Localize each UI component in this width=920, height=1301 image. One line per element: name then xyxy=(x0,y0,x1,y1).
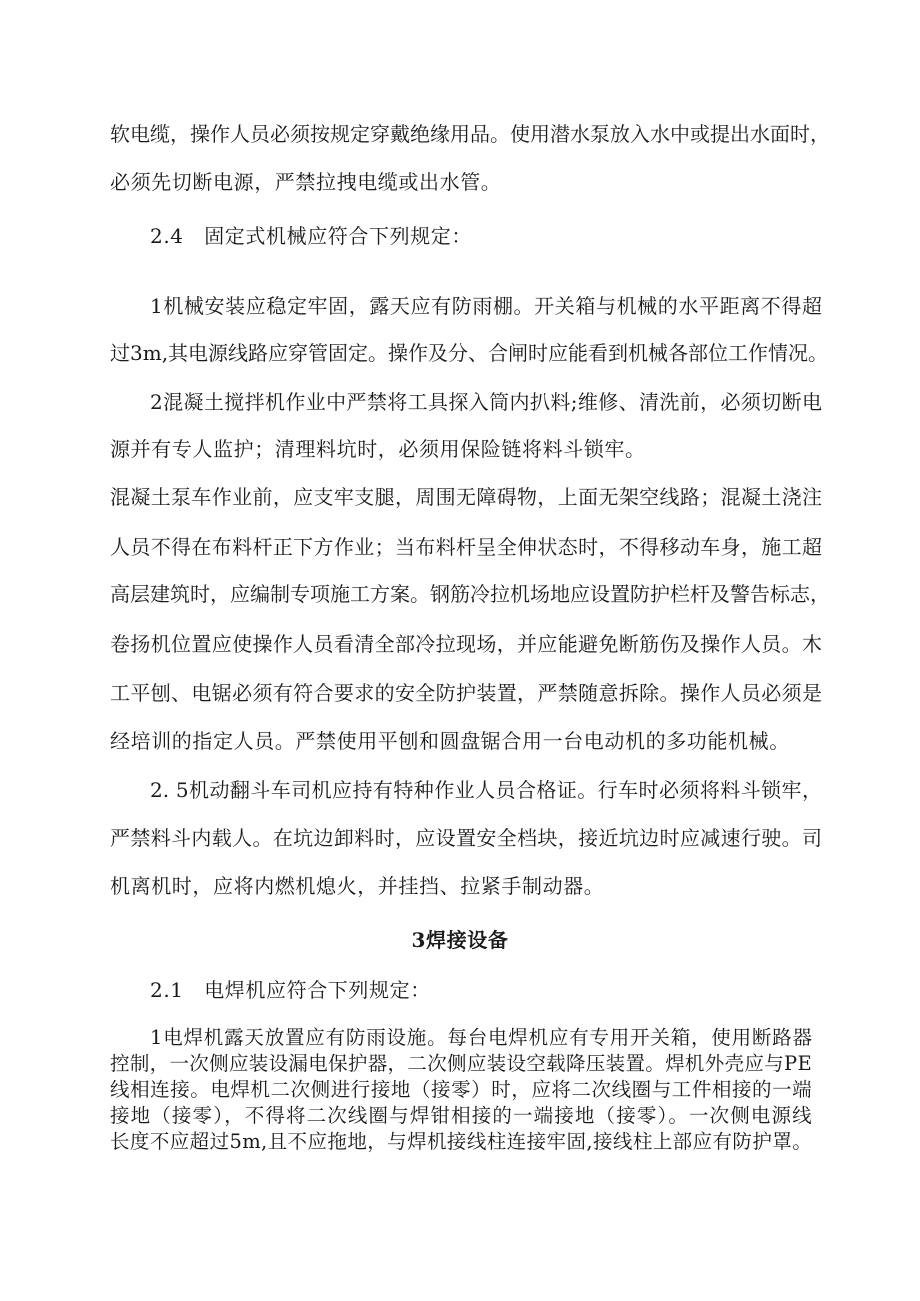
paragraph-line: 经培训的指定人员。严禁使用平刨和圆盘锯合用一台电动机的多功能机械。 xyxy=(110,729,790,753)
paragraph-line: 控制，一次侧应装设漏电保护器，二次侧应装设空载降压装置。焊机外壳应与PE xyxy=(110,1052,812,1075)
paragraph-line: 源并有专人监护；清理料坑时，必须用保险链将料斗锁牢。 xyxy=(110,437,646,461)
paragraph-line: 必须先切断电源，严禁拉拽电缆或出水管。 xyxy=(110,170,502,194)
paragraph-line: 1电焊机露天放置应有防雨设施。每台电焊机应有专用开关箱，使用断路器 xyxy=(150,1026,812,1049)
paragraph-line: 卷扬机位置应使操作人员看清全部冷拉现场，并应能避免断筋伤及操作人员。木 xyxy=(110,632,822,656)
paragraph-line: 2. 5机动翻斗车司机应持有特种作业人员合格证。行车时必须将料斗锁牢， xyxy=(150,778,822,802)
paragraph-line: 过3m,其电源线路应穿管固定。操作及分、合闸时应能看到机械各部位工作情况。 xyxy=(110,341,829,365)
section-heading-2-4: 2.4 固定式机械应符合下列规定： xyxy=(150,224,473,248)
paragraph-line: 混凝土泵车作业前，应支牢支腿，周围无障碍物，上面无架空线路；混凝土浇注 xyxy=(110,485,822,509)
paragraph-line: 严禁料斗内载人。在坑边卸料时，应设置安全档块，接近坑边时应减速行驶。司 xyxy=(110,826,822,850)
paragraph-line: 接地（接零），不得将二次线圈与焊钳相接的一端接地（接零）。一次侧电源线 xyxy=(110,1104,812,1127)
paragraph-line: 1机械安装应稳定牢固，露天应有防雨棚。开关箱与机械的水平距离不得超 xyxy=(150,294,822,318)
paragraph-line: 工平刨、电锯必须有符合要求的安全防护装置，严禁随意拆除。操作人员必须是 xyxy=(110,681,822,705)
paragraph-line: 软电缆，操作人员必须按规定穿戴绝缘用品。使用潜水泵放入水中或提出水面时， xyxy=(110,122,830,146)
paragraph-line: 2混凝土搅拌机作业中严禁将工具探入筒内扒料;维修、清洗前，必须切断电 xyxy=(150,390,822,414)
paragraph-line: 线相连接。电焊机二次侧进行接地（接零）时，应将二次线圈与工件相接的一端 xyxy=(110,1078,812,1101)
paragraph-line: 长度不应超过5m,且不应拖地，与焊机接线柱连接牢固,接线柱上部应有防护罩。 xyxy=(110,1130,812,1153)
section-heading-2-1: 2.1 电焊机应符合下列规定： xyxy=(150,978,431,1002)
paragraph-line: 机离机时，应将内燃机熄火，并挂挡、拉紧手制动器。 xyxy=(110,874,605,898)
paragraph-line: 高层建筑时，应编制专项施工方案。钢筋冷拉机场地应设置防护栏杆及警告标志， xyxy=(110,582,830,606)
section-heading-welding: 3焊接设备 xyxy=(411,928,509,952)
paragraph-line: 人员不得在布料杆正下方作业；当布料杆呈全伸状态时，不得移动车身，施工超 xyxy=(110,535,822,559)
